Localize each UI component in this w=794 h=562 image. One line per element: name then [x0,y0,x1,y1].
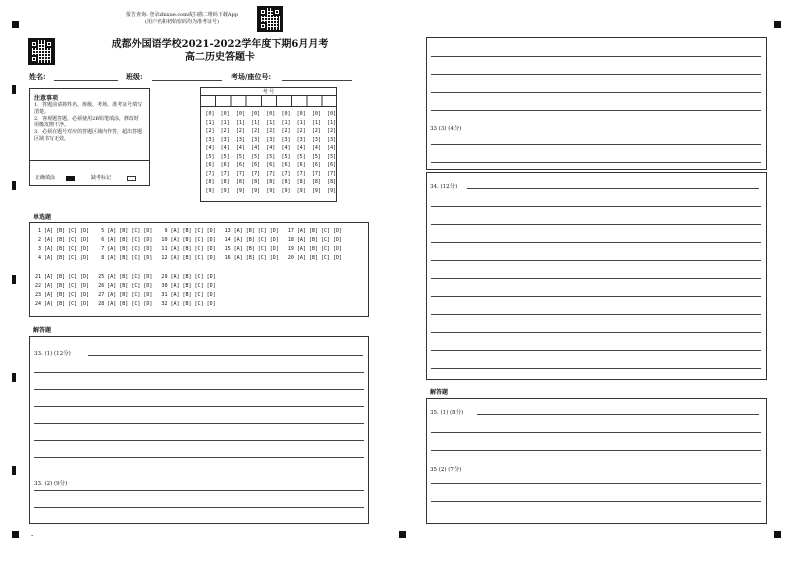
exam-number-bubble[interactable]: [5] [235,153,245,160]
exam-number-column[interactable] [325,110,339,195]
exam-number-bubble[interactable]: [0] [205,111,215,117]
mc-row[interactable]: 24 [A] [B] [C] [D] 28 [A] [B] [C] [D] 32 [A] [B] [C] [D] [35,301,216,307]
timing-mark [12,181,16,190]
seat-label: 考场/座位号: [231,72,272,81]
exam-number-bubble[interactable]: [1] [235,119,245,126]
exam-number-bubble[interactable]: [8] [235,179,245,185]
correct-fill-sample [66,176,75,181]
exam-number-bubble[interactable]: [4] [251,145,261,151]
exam-number-grid [200,87,337,202]
exam-number-bubble[interactable]: [1] [281,119,291,126]
exam-number-bubble[interactable]: [7] [311,170,321,177]
answer-line[interactable] [477,414,759,415]
class-label: 班级: [126,72,143,81]
answer-line[interactable] [34,372,364,373]
exam-number-bubble[interactable]: [6] [281,162,291,168]
registration-mark [12,531,19,538]
exam-number-bubble[interactable]: [3] [251,136,261,143]
exam-number-bubble[interactable]: [2] [296,128,306,134]
exam-number-bubble[interactable]: [3] [296,136,306,143]
answer-line[interactable] [431,314,761,315]
exam-number-bubble[interactable]: [8] [327,179,337,185]
exam-number-bubble[interactable]: [2] [311,128,321,134]
exam-number-bubble[interactable]: [9] [220,187,230,194]
exam-number-bubble[interactable]: [3] [220,136,230,143]
exam-number-bubble[interactable]: [4] [296,145,306,151]
timing-mark [12,85,16,94]
exam-number-column[interactable] [249,110,263,195]
exam-number-bubble[interactable]: [9] [251,187,261,194]
answer-line[interactable] [431,450,761,451]
answer-line[interactable] [34,423,364,424]
exam-title: 成都外国语学校2021-2022学年度下期6月月考 [111,39,329,50]
seat-field[interactable] [282,80,352,81]
exam-number-bubble[interactable]: [1] [311,119,321,126]
exam-number-bubble[interactable]: [4] [266,145,276,151]
q34-label: 34. (12分) [430,184,458,190]
answer-box-33 [29,336,369,524]
answer-line[interactable] [34,490,364,491]
mc-row[interactable]: 4 [A] [B] [C] [D] 8 [A] [B] [C] [D] 12 [A] [B] [C] [D] 16 [A] [B] [C] [D] 20 [A] [B] [C] [D] [35,255,343,261]
q35-1-label: 35. (1) (8分) [430,410,464,416]
exam-number-bubble[interactable]: [8] [281,179,291,185]
exam-number-bubble[interactable]: [4] [311,145,321,151]
answer-line[interactable] [431,350,761,351]
answer-line[interactable] [431,483,761,484]
answer-line[interactable] [431,432,761,433]
timing-mark [12,373,16,382]
answer-line[interactable] [431,74,761,75]
answer-line[interactable] [431,368,761,369]
exam-number-bubble[interactable]: [0] [220,111,230,117]
exam-number-bubble[interactable]: [7] [266,170,276,177]
notice-items [34,102,144,143]
notice-line-2: (用户名和初始密码均为准考证号) [145,18,219,25]
exam-number-bubble[interactable]: [5] [205,153,215,160]
exam-number-bubble[interactable]: [8] [251,179,261,185]
exam-number-bubble[interactable]: [0] [281,111,291,117]
class-field[interactable] [152,80,222,81]
answer-line[interactable] [431,242,761,243]
exam-number-bubble[interactable]: [7] [251,170,261,177]
q33-1-label: 33. (1) (12分) [34,351,71,357]
registration-mark [399,531,406,538]
timing-mark [12,275,16,284]
exam-number-bubble[interactable]: [8] [205,179,215,185]
absent-label: 缺考标记 [91,175,112,181]
answer-line[interactable] [88,355,363,356]
answer-line[interactable] [431,110,761,111]
answer-line[interactable] [431,501,761,502]
exam-number-bubble[interactable]: [6] [311,162,321,168]
exam-number-bubble[interactable]: [5] [220,153,230,160]
exam-number-bubble[interactable]: [9] [235,187,245,194]
name-field[interactable] [54,80,118,81]
exam-number-bubble[interactable]: [2] [220,128,230,134]
answer-line[interactable] [34,440,364,441]
notice-item: 2．客观题答题，必须使用2B铅笔填涂，修改时用橡皮擦干净。 [34,115,140,129]
notice-line-1: 报告查询: 登录zhixue.com或扫描二维码下载App [126,12,238,18]
answer-line[interactable] [431,144,761,145]
exam-number-bubble[interactable]: [2] [281,128,291,134]
mc-row[interactable]: 3 [A] [B] [C] [D] 7 [A] [B] [C] [D] 11 [A] [B] [C] [D] 15 [A] [B] [C] [D] 19 [A] [B] [C] [D] [35,246,343,252]
mc-row[interactable]: 21 [A] [B] [C] [D] 25 [A] [B] [C] [D] 29 [A] [B] [C] [D] [35,274,216,280]
notice-title: 注意事项 [34,95,59,102]
exam-number-bubble[interactable]: [6] [296,162,306,168]
exam-number-bubble[interactable]: [9] [296,187,306,194]
exam-number-column[interactable] [218,110,232,195]
exam-number-bubble[interactable]: [0] [266,111,276,117]
exam-number-bubble[interactable]: [7] [235,170,245,177]
correct-fill-label: 正确填涂 [35,175,56,181]
answer-section-title: 解答题 [33,327,52,334]
exam-number-bubble[interactable]: [9] [327,187,337,194]
exam-number-bubble[interactable]: [7] [220,170,230,177]
exam-number-bubble[interactable]: [5] [251,153,261,160]
exam-number-bubble[interactable]: [2] [327,128,337,134]
answer-line[interactable] [431,296,761,297]
timing-mark [12,466,16,475]
exam-number-bubble[interactable]: [1] [296,119,306,126]
answer-line[interactable] [431,260,761,261]
notice-item: 1．答题前请将姓名、班级、考场、准考证号填写清楚。 [34,102,143,115]
exam-number-bubble[interactable]: [9] [266,187,276,194]
mc-row[interactable]: 2 [A] [B] [C] [D] 6 [A] [B] [C] [D] 10 [A] [B] [C] [D] 14 [A] [B] [C] [D] 18 [A] [B] [C] [D] [35,237,343,243]
answer-box-35 [426,398,767,524]
exam-number-bubble[interactable]: [5] [281,153,291,160]
exam-number-bubble[interactable]: [5] [296,153,306,160]
exam-number-bubble[interactable]: [2] [235,128,245,134]
exam-number-bubble[interactable]: [6] [235,162,245,168]
answer-line[interactable] [431,332,761,333]
exam-number-column[interactable] [203,110,217,195]
exam-number-bubble[interactable]: [1] [251,119,261,126]
exam-number-bubble[interactable]: [3] [266,136,276,143]
exam-number-bubble[interactable]: [0] [235,111,245,117]
exam-number-bubble[interactable]: [2] [205,128,215,134]
exam-number-bubble[interactable]: [5] [266,153,276,160]
q35-2-label: 35 (2) (7分) [430,467,462,473]
exam-number-bubble[interactable]: [9] [281,187,291,194]
answer-line[interactable] [431,92,761,93]
report-notice [112,12,252,26]
qr-code-card [28,38,55,65]
answer-line[interactable] [34,457,364,458]
exam-number-column[interactable] [233,110,247,195]
exam-number-bubble[interactable]: [6] [220,162,230,168]
name-label: 姓名: [29,72,46,81]
notice-item: 3．必须在题号对应的答题区域内作答，超出答题区域书写无效。 [34,129,143,142]
exam-number-bubble[interactable]: [1] [220,119,230,126]
q33-2-label: 33. (2) (9分) [34,481,68,487]
exam-number-bubble[interactable]: [7] [327,170,337,177]
exam-number-bubble[interactable]: [9] [311,187,321,194]
answer-line[interactable] [431,206,761,207]
exam-number-bubble[interactable]: [3] [281,136,291,143]
exam-number-bubble[interactable]: [0] [296,111,306,117]
mc-row[interactable]: 22 [A] [B] [C] [D] 26 [A] [B] [C] [D] 30 [A] [B] [C] [D] [35,283,216,289]
exam-number-bubble[interactable]: [4] [205,145,215,151]
answer-box-34 [426,172,767,380]
answer-line[interactable] [34,389,364,390]
exam-number-bubble[interactable]: [4] [281,145,291,151]
mc-row[interactable]: 23 [A] [B] [C] [D] 27 [A] [B] [C] [D] 31 [A] [B] [C] [D] [35,292,216,298]
exam-number-bubbles[interactable] [201,110,338,200]
mc-row[interactable]: 1 [A] [B] [C] [D] 5 [A] [B] [C] [D] 9 [A] [B] [C] [D] 13 [A] [B] [C] [D] 17 [A] [B] [C] [D] [35,228,343,234]
exam-number-bubble[interactable]: [8] [266,179,276,185]
exam-number-bubble[interactable]: [8] [311,179,321,185]
registration-mark [774,531,781,538]
exam-number-bubble[interactable]: [4] [327,145,337,151]
exam-number-bubble[interactable]: [6] [266,162,276,168]
exam-number-bubble[interactable]: [8] [220,179,230,185]
mc-section-title: 单选题 [33,214,52,221]
mc-box [29,222,369,317]
exam-number-bubble[interactable]: [6] [205,162,215,168]
exam-number-bubble[interactable]: [0] [327,111,337,117]
exam-number-bubble[interactable]: [7] [281,170,291,177]
exam-number-bubble[interactable]: [5] [311,153,321,160]
exam-number-bubble[interactable]: [7] [296,170,306,177]
exam-number-title: 考 号 [201,88,336,96]
exam-number-bubble[interactable]: [0] [311,111,321,117]
exam-number-bubble[interactable]: [1] [266,119,276,126]
exam-number-bubble[interactable]: [6] [251,162,261,168]
exam-number-bubble[interactable]: [5] [327,153,337,160]
exam-number-bubble[interactable]: [3] [311,136,321,143]
q33-3-label: 33 (3) (4分) [430,126,462,132]
footer-dash: - [31,532,34,540]
answer-line[interactable] [431,162,761,163]
exam-number-bubble[interactable]: [3] [235,136,245,143]
exam-number-bubble[interactable]: [3] [327,136,337,143]
exam-number-column[interactable] [309,110,323,195]
exam-number-bubble[interactable]: [4] [220,145,230,151]
absent-mark-box[interactable] [127,176,136,181]
exam-number-bubble[interactable]: [8] [296,179,306,185]
exam-number-column[interactable] [294,110,308,195]
notice-box [29,88,150,186]
exam-number-bubble[interactable]: [2] [266,128,276,134]
exam-number-bubble[interactable]: [7] [205,170,215,177]
exam-number-column[interactable] [279,110,293,195]
exam-number-bubble[interactable]: [1] [327,119,337,126]
answer-line[interactable] [431,224,761,225]
exam-number-column[interactable] [264,110,278,195]
card-title: 高二历史答题卡 [185,52,255,63]
exam-number-bubble[interactable]: [6] [327,162,337,168]
answer-line[interactable] [431,56,761,57]
answer-line[interactable] [34,507,364,508]
registration-mark [774,21,781,28]
answer-line[interactable] [431,278,761,279]
page-title [85,38,355,64]
exam-number-bubble[interactable]: [2] [251,128,261,134]
answer-section-title-right: 解答题 [430,389,449,396]
exam-number-bubble[interactable]: [3] [205,136,215,143]
answer-line[interactable] [467,188,759,189]
exam-number-bubble[interactable]: [1] [205,119,215,126]
qr-code-app [257,6,283,32]
exam-number-bubble[interactable]: [9] [205,187,215,194]
answer-line[interactable] [34,406,364,407]
answer-box-33-3 [426,37,767,170]
exam-number-write-cells[interactable] [201,96,336,107]
exam-number-bubble[interactable]: [4] [235,145,245,151]
registration-mark [12,21,19,28]
exam-number-bubble[interactable]: [0] [251,111,261,117]
